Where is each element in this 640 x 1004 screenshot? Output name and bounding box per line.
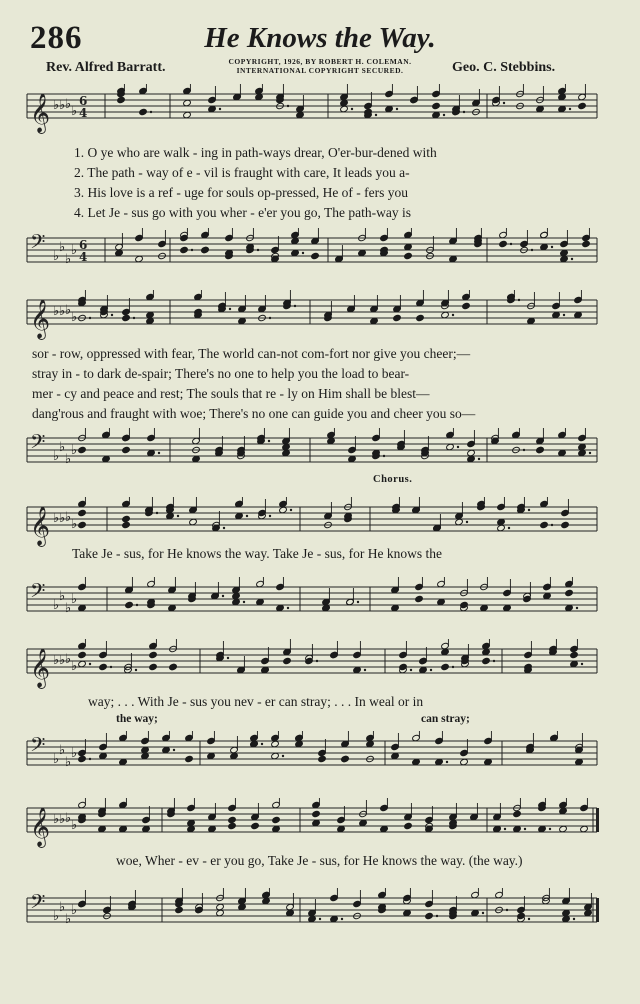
flat-icon: ♭ (53, 752, 60, 767)
chorus-line-2-sub-right: can stray; (421, 713, 470, 725)
flat-icon: ♭ (65, 97, 72, 112)
flat-icon: ♭ (71, 818, 78, 833)
chorus-line-2-sub-left: the way; (116, 713, 158, 725)
flat-icon: ♭ (59, 653, 66, 668)
copyright-line-1: COPYRIGHT, 1926, BY ROBERT H. COLEMAN. (228, 57, 412, 66)
flat-icon: ♭ (59, 511, 66, 526)
flat-icon: ♭ (59, 240, 66, 255)
flat-icon: ♭ (65, 652, 72, 667)
music-system-3 (0, 497, 640, 627)
treble-staff (0, 84, 640, 144)
flat-icon: ♭ (71, 903, 78, 918)
flat-icon: ♭ (65, 912, 72, 927)
svg-text:4: 4 (79, 106, 88, 120)
treble-staff (0, 798, 640, 858)
flat-icon: ♭ (71, 104, 78, 119)
treble-clef-icon: 𝄞 (30, 93, 51, 133)
treble-staff (0, 497, 640, 547)
music-system-2 (0, 290, 640, 480)
music-system-1 (0, 84, 640, 274)
flat-icon: ♭ (53, 812, 60, 827)
flat-icon: ♭ (65, 252, 72, 267)
music-system-4 (0, 639, 640, 779)
treble-staff (0, 639, 640, 699)
chorus-label: Chorus. (373, 474, 413, 485)
verse-1-line-2: sor - row, oppressed with fear, The world can-not com-fort nor give you cheer;— (32, 346, 471, 361)
verse-2-line-2: stray in - to dark de-spair; There's no one to help you the load to bear- (32, 366, 410, 381)
bass-clef-icon: 𝄢 (30, 579, 46, 607)
svg-text:6: 6 (79, 238, 88, 252)
flat-icon: ♭ (65, 452, 72, 467)
bass-staff (0, 577, 640, 627)
chorus-line-3: woe, Wher - ev - er you go, Take Je - sus, for He knows the way. (the way.) (116, 853, 523, 868)
flat-icon: ♭ (59, 304, 66, 319)
flat-icon: ♭ (53, 511, 60, 526)
author-credit: Rev. Alfred Barratt. (46, 60, 166, 75)
treble-clef-icon: 𝄞 (30, 506, 51, 546)
music-system-5 (0, 798, 640, 948)
flat-icon: ♭ (65, 303, 72, 318)
flat-icon: ♭ (53, 249, 60, 264)
treble-clef-icon: 𝄞 (30, 299, 51, 339)
chorus-line-1: Take Je - sus, for He knows the way. Take Je - sus, for He knows the (72, 546, 443, 561)
flat-icon: ♭ (71, 592, 78, 607)
verse-3-line-1: 3. His love is a ref - uge for souls op-pressed, He of - fers you (74, 185, 409, 200)
copyright-line-2: INTERNATIONAL COPYRIGHT SECURED. (236, 66, 404, 75)
flat-icon: ♭ (53, 653, 60, 668)
flat-icon: ♭ (59, 900, 66, 915)
treble-staff (0, 290, 640, 350)
bass-staff (0, 428, 640, 488)
flat-icon: ♭ (65, 755, 72, 770)
flat-icon: ♭ (65, 601, 72, 616)
flat-icon: ♭ (71, 746, 78, 761)
flat-icon: ♭ (59, 440, 66, 455)
flat-icon: ♭ (71, 517, 78, 532)
svg-text:6: 6 (79, 94, 88, 108)
copyright-notice (200, 57, 440, 75)
svg-text:4: 4 (79, 250, 88, 264)
bass-clef-icon: 𝄢 (30, 230, 46, 258)
verse-3-line-2: mer - cy and peace and rest; The souls that re - ly on Him shall be blest— (32, 386, 430, 401)
flat-icon: ♭ (71, 310, 78, 325)
flat-icon: ♭ (65, 811, 72, 826)
hymn-number: 286 (30, 20, 83, 56)
flat-icon: ♭ (53, 304, 60, 319)
verse-4-line-1: 4. Let Je - sus go with you wher - e'er you go, The path-way is (74, 205, 411, 220)
bass-clef-icon: 𝄢 (30, 890, 46, 918)
composer-credit: Geo. C. Stebbins. (452, 60, 556, 75)
verse-1-line-1: 1. O ye who are walk - ing in path-ways drear, O'er-bur-dened with (74, 145, 437, 160)
bass-staff (0, 888, 640, 948)
verse-4-line-2: dang'rous and fraught with woe; There's no one can guide you and cheer you so— (32, 406, 476, 421)
verse-2-line-1: 2. The path - way of e - vil is fraught with care, It leads you a- (74, 165, 410, 180)
flat-icon: ♭ (59, 589, 66, 604)
bass-clef-icon: 𝄢 (30, 430, 46, 458)
bass-clef-icon: 𝄢 (30, 733, 46, 761)
flat-icon: ♭ (59, 743, 66, 758)
flat-icon: ♭ (59, 98, 66, 113)
flat-icon: ♭ (71, 243, 78, 258)
flat-icon: ♭ (71, 659, 78, 674)
hymn-title: He Knows the Way. (204, 22, 436, 54)
flat-icon: ♭ (53, 98, 60, 113)
flat-icon: ♭ (53, 598, 60, 613)
bass-staff (0, 228, 640, 288)
flat-icon: ♭ (59, 812, 66, 827)
treble-clef-icon: 𝄞 (30, 807, 51, 847)
flat-icon: ♭ (65, 510, 72, 525)
flat-icon: ♭ (71, 443, 78, 458)
treble-clef-icon: 𝄞 (30, 648, 51, 688)
bass-staff (0, 731, 640, 791)
flat-icon: ♭ (53, 449, 60, 464)
chorus-line-2: way; . . . With Je - sus you nev - er can stray; . . . In weal or in (88, 694, 424, 709)
flat-icon: ♭ (53, 909, 60, 924)
